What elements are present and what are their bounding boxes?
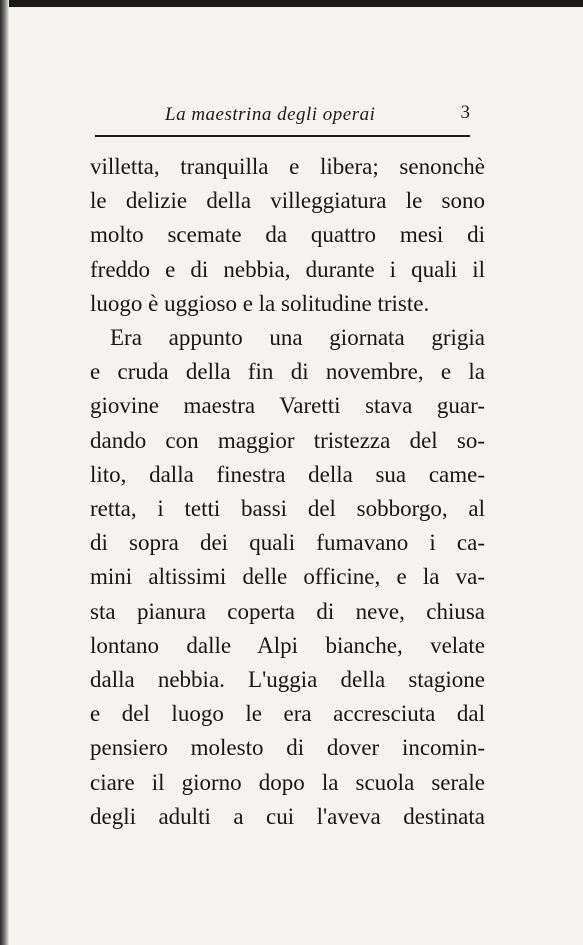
page-header [95,100,475,130]
text-line: giovine maestra Varetti stava guar- [90,393,485,419]
text-line: villetta, tranquilla e libera; senonchè [90,154,485,179]
text-line: degli adulti a cui l'aveva destinata [90,803,485,829]
text-line: e del luogo le era accresciuta dal [90,701,485,727]
running-title: La maestrina degli operai [165,104,376,125]
text-line: mini altissimi delle officine, e la va- [90,564,485,590]
text-line: retta, i tetti bassi del sobborgo, al [90,496,485,522]
body-text [90,150,485,834]
text-line: dando con maggior tristezza del so- [90,427,485,453]
text-line: le delizie della villeggiatura le sono [90,188,485,214]
text-line: luogo è uggioso e la solitudine triste. [90,290,430,316]
text-line: dalla nebbia. L'uggia della stagione [90,667,485,693]
text-line: sta pianura coperta di neve, chiusa [90,598,485,624]
page-top-edge [0,0,583,7]
text-line: lito, dalla finestra della sua came- [90,461,485,487]
text-line: e cruda della fin di novembre, e la [90,359,485,385]
text-line: ciare il giorno dopo la scuola serale [90,769,485,795]
page-left-edge [0,0,9,945]
page-number: 3 [460,102,470,123]
text-line: pensiero molesto di dover incomin- [90,735,485,761]
text-line: molto scemate da quattro mesi di [90,222,485,248]
text-line: di sopra dei quali fumavano i ca- [90,530,485,556]
text-line: Era appunto una giornata grigia [110,325,485,351]
header-rule [95,135,470,137]
text-line: lontano dalle Alpi bianche, velate [90,632,485,658]
text-line: freddo e di nebbia, durante i quali il [90,256,485,282]
